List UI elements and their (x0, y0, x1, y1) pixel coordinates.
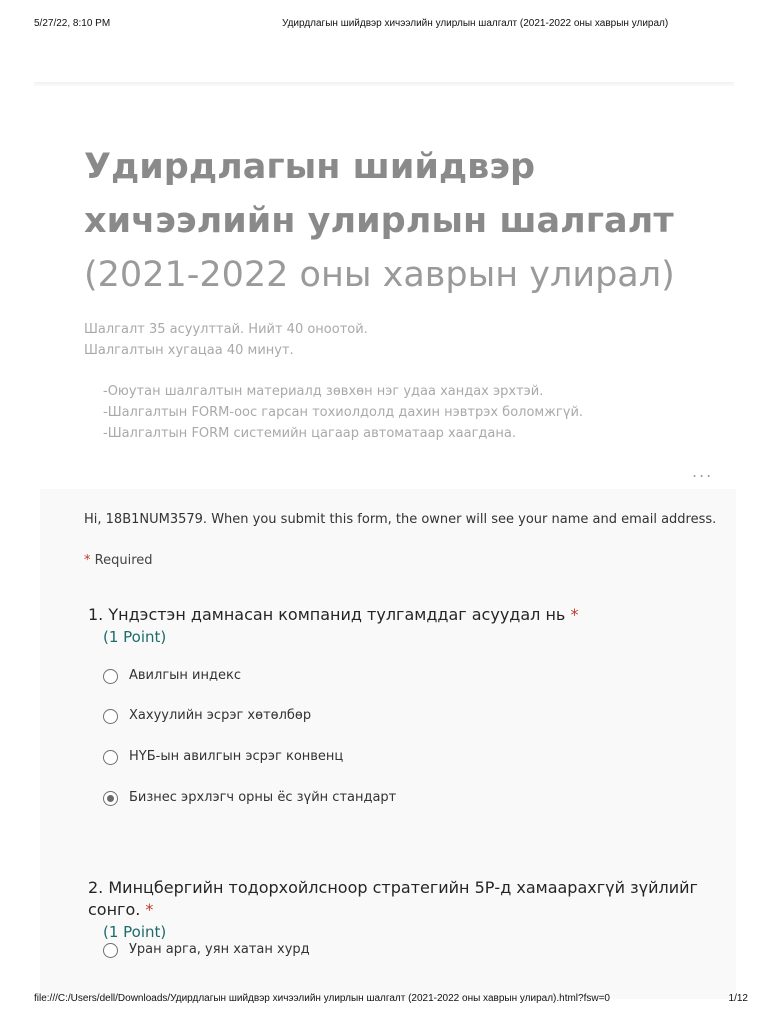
print-date: 5/27/22, 8:10 PM (34, 18, 111, 29)
page-number: 1/12 (728, 993, 748, 1004)
form-title (84, 140, 694, 302)
question-title (88, 604, 728, 626)
radio-button-checked[interactable] (103, 791, 118, 806)
rule-item: -Оюутан шалгалтын материалд зөвхөн нэг удаа хандах эрхтэй. (103, 384, 544, 399)
option-label[interactable]: НҮБ-ын авилгын эсрэг конвенц (129, 749, 344, 764)
form-description (84, 319, 704, 444)
header-divider (34, 82, 734, 86)
option-label[interactable]: Авилгын индекс (129, 668, 241, 683)
option-label[interactable]: Уран арга, уян хатан хурд (129, 942, 310, 957)
question-text: Үндэстэн дамнасан компанид тулгамддаг асуудал нь (108, 605, 566, 624)
required-label: Required (94, 553, 153, 568)
required-star: * (145, 900, 154, 919)
print-url: file:///C:/Users/dell/Downloads/Удирдлагын шийдвэр хичээлийн улирлын шалгалт (2021-2022 оны хаврын улирал).html?fsw=0 (34, 993, 610, 1004)
question-number: 1. (88, 605, 104, 624)
question-points: (1 Point) (103, 923, 167, 941)
identity-notice: Hi, 18B1NUM3579. When you submit this form, the owner will see your name and email address. (84, 512, 717, 527)
description-line: Шалгалтын хугацаа 40 минут. (84, 343, 294, 358)
question-title (88, 877, 728, 921)
option-label[interactable]: Бизнес эрхлэгч орны ёс зүйн стандарт (129, 790, 397, 805)
option-label[interactable]: Хахуулийн эсрэг хөтөлбөр (129, 708, 312, 723)
question-2 (88, 877, 728, 943)
print-header (34, 18, 748, 32)
required-legend (84, 553, 153, 568)
required-star: * (570, 605, 579, 624)
rules-list (84, 381, 704, 444)
radio-button[interactable] (103, 750, 118, 765)
question-points: (1 Point) (103, 628, 167, 646)
radio-button[interactable] (103, 943, 118, 958)
question-1 (88, 604, 728, 648)
radio-button[interactable] (103, 709, 118, 724)
print-doc-title: Удирдлагын шийдвэр хичээлийн улирлын шалгалт (2021-2022 оны хаврын улирал) (282, 18, 669, 29)
rule-item: -Шалгалтын FORM системийн цагаар автоматаар хаагдана. (103, 426, 516, 441)
form-title-light: (2021-2022 оны хаврын улирал) (84, 255, 675, 295)
more-options-icon[interactable]: ... (692, 462, 714, 481)
question-text: Минцбергийн тодорхойлсноор стратегийн 5Р-д хамаарахгүй зүйлийг сонго. (88, 878, 698, 919)
form-title-bold: Удирдлагын шийдвэр хичээлийн улирлын шалгалт (84, 147, 674, 241)
rule-item: -Шалгалтын FORM-оос гарсан тохиолдолд дахин нэвтрэх боломжгүй. (103, 405, 584, 420)
question-number: 2. (88, 878, 104, 897)
print-footer (34, 993, 748, 1007)
description-line: Шалгалт 35 асуулттай. Нийт 40 оноотой. (84, 322, 368, 337)
radio-button[interactable] (103, 669, 118, 684)
required-star: * (84, 553, 91, 568)
